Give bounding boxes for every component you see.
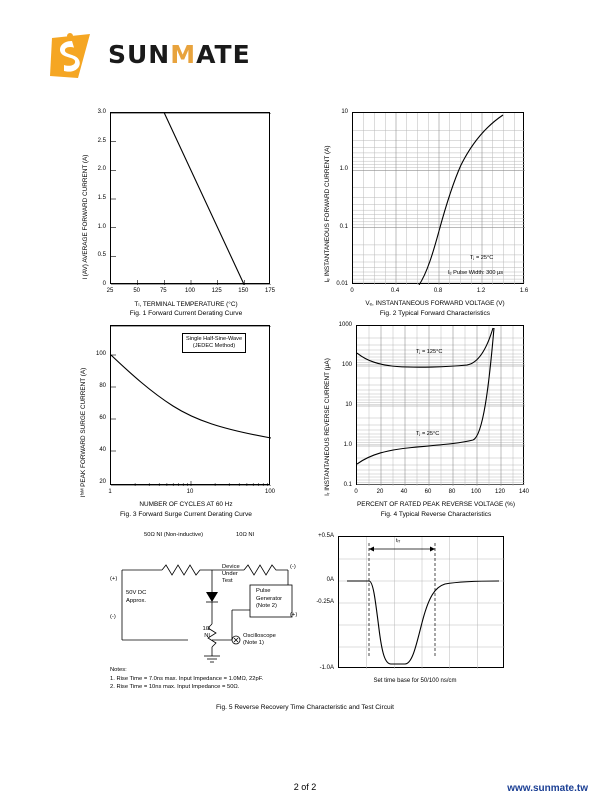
fig4-annotation-25c: Tⱼ = 25°C	[416, 431, 440, 437]
oscilloscope-label	[243, 633, 276, 647]
fig1-ytick-6: 0	[102, 281, 106, 287]
brand-sun: SUN	[108, 40, 171, 69]
fig4-y-axis-label: Iᵣ INSTANTANEOUS REVERSE CURRENT (µA)	[324, 358, 331, 496]
fig3-xtick-0: 1	[108, 489, 112, 495]
scope-line1: Oscilloscope	[243, 633, 276, 639]
fig3-xtick-1: 10	[186, 489, 194, 495]
terminal-minus: (-)	[110, 614, 116, 620]
r1-line2: NI	[204, 632, 210, 639]
fig2-ytick-2: 0.1	[339, 223, 348, 230]
fig4-ytick-0: 1000	[338, 322, 352, 328]
fig3-ytick-4: 20	[99, 479, 106, 485]
fig1-ytick-5: 0.5	[97, 252, 106, 259]
fig3-annotation-line2: (JEDEC Method)	[192, 342, 236, 349]
fig2-ytick-3: 0.01	[336, 281, 348, 287]
note-2: 2. Rise Time = 10ns max. Input Impedance = 50Ω.	[110, 684, 240, 691]
fig3-ytick-3: 40	[99, 447, 106, 453]
fig4-ytick-1: 100	[341, 362, 352, 368]
figure-5-waveform	[300, 533, 530, 696]
fig4-xtick-6: 120	[494, 489, 506, 495]
terminal-minus-out: (-)	[290, 564, 296, 570]
fig5-caption: Fig. 5 Reverse Recovery Time Characteristic and Test Circuit	[216, 704, 394, 711]
fig3-x-axis-label: NUMBER OF CYCLES AT 60 Hz	[139, 501, 233, 508]
resistor-right-label: 10Ω NI	[236, 532, 255, 538]
brand-ate: ATE	[196, 40, 251, 69]
brand-m: M	[170, 40, 197, 69]
fig1-xtick-4: 125	[211, 288, 222, 294]
figure-2	[324, 109, 540, 322]
fig1-xtick-6: 175	[264, 288, 276, 294]
fig4-caption: Fig. 4 Typical Reverse Characteristics	[380, 511, 492, 518]
fig2-xtick-0: 0	[350, 288, 354, 294]
fig1-xtick-2: 75	[159, 288, 167, 294]
fig1-xtick-0: 25	[106, 288, 114, 294]
fig2-xtick-2: 0.8	[433, 288, 443, 294]
fig2-xtick-3: 1.2	[476, 288, 486, 294]
pulse-line2: Generator	[256, 595, 283, 602]
fig3-caption: Fig. 3 Forward Surge Current Derating Curve	[120, 511, 252, 518]
figure-4	[324, 322, 542, 525]
fig2-ytick-0: 10	[341, 109, 348, 115]
fig2-y-axis-label: Iₑ INSTANTANEOUS FORWARD CURRENT (A)	[324, 145, 331, 283]
sunmate-logo-icon	[48, 32, 94, 82]
fig2-annotation-pulse: Iₑ Pulse Width: 300 µs	[448, 270, 504, 276]
fig1-xtick-3: 100	[184, 288, 196, 294]
dut-line2: Under	[222, 571, 238, 578]
fig5-timebase-note: Set time base for 50/100 ns/cm	[373, 678, 457, 684]
pulse-line3: (Note 2)	[256, 603, 277, 610]
fig1-caption: Fig. 1 Forward Current Derating Curve	[129, 310, 243, 317]
fig4-ytick-2: 10	[345, 402, 352, 408]
terminal-plus-out: (+)	[290, 612, 298, 618]
fig3-annotation-box	[182, 333, 246, 353]
notes-title: Notes:	[110, 667, 127, 673]
note-1: 1. Rise Time = 7.0ns max. Input Impedance = 1.0MΩ, 22pF.	[110, 675, 264, 682]
dut-label	[222, 564, 240, 586]
pulse-generator-label	[256, 588, 282, 611]
fig2-ytick-1: 1.0	[339, 166, 348, 173]
fig2-plot	[352, 112, 524, 284]
fig4-xtick-3: 60	[424, 489, 432, 495]
fig4-xtick-2: 40	[400, 489, 408, 495]
fig4-xtick-5: 100	[470, 489, 482, 495]
fig3-ytick-1: 80	[99, 383, 106, 389]
fig3-annotation-line1: Single Half-Sine-Wave	[186, 336, 243, 342]
fig5-ytick-3: -1.0A	[319, 665, 334, 671]
company-logo	[48, 32, 298, 84]
dut-line3: Test	[222, 578, 233, 585]
supply-line2: Approx.	[126, 597, 146, 604]
footer-website: www.sunmate.tw	[507, 783, 588, 794]
fig2-xtick-1: 0.4	[390, 288, 400, 294]
fig1-ytick-1: 2.5	[97, 137, 106, 144]
fig1-ytick-0: 3.0	[97, 109, 106, 115]
fig1-xtick-1: 50	[133, 288, 141, 294]
fig5-plot	[338, 536, 504, 668]
fig4-annotation-125c: Tⱼ = 125°C	[416, 349, 443, 355]
fig4-xtick-1: 20	[376, 489, 384, 495]
fig1-y-axis-label: I (AV) AVERAGE FORWARD CURRENT (A)	[82, 154, 89, 280]
fig5-ytick-1: 0A	[326, 577, 334, 583]
fig3-xtick-2: 100	[264, 489, 276, 495]
fig3-ytick-2: 60	[99, 415, 106, 421]
pulse-line1: Pulse	[256, 588, 271, 594]
brand-wordmark	[108, 40, 251, 69]
figure-1	[82, 109, 286, 322]
dut-line1: Device	[222, 564, 240, 570]
fig3-y-axis-label: Iᶠˢᴹ PEAK FORWARD SURGE CURRENT (A)	[80, 367, 87, 498]
fig3-ytick-0: 100	[95, 351, 106, 357]
fig1-ytick-2: 2.0	[97, 166, 106, 173]
fig2-caption: Fig. 2 Typical Forward Characteristics	[379, 310, 491, 317]
fig2-annotation-tj: Tⱼ = 25°C	[470, 255, 494, 261]
supply-line1: 50V DC	[126, 590, 147, 596]
fig4-xtick-0: 0	[354, 489, 358, 495]
fig1-xtick-5: 150	[238, 288, 249, 294]
r1-line1: 1Ω	[202, 626, 210, 632]
fig1-x-axis-label: Tₗ, TERMINAL TEMPERATURE (°C)	[134, 301, 238, 308]
fig5-ytick-0: +0.5A	[318, 533, 334, 539]
fig4-ytick-4: 0.1	[343, 482, 352, 488]
fig1-ytick-4: 1.0	[97, 223, 106, 230]
fig4-ytick-3: 1.0	[343, 442, 352, 448]
fig4-xtick-4: 80	[448, 489, 456, 495]
fig2-xtick-4: 1.6	[519, 288, 529, 294]
figure-3	[80, 325, 286, 525]
supply-label	[126, 590, 146, 605]
terminal-plus: (+)	[110, 576, 118, 582]
fig4-xtick-7: 140	[518, 489, 530, 495]
fig1-ytick-3: 1.5	[97, 195, 106, 201]
fig5-trr-label: tᵣᵣ	[396, 538, 401, 544]
fig2-x-axis-label: Vₑ, INSTANTANEOUS FORWARD VOLTAGE (V)	[365, 300, 505, 307]
page-number: 2 of 2	[293, 782, 317, 792]
resistor-1ohm-label	[198, 626, 210, 640]
fig5-ytick-2: -0.25A	[316, 599, 334, 605]
resistor-left-label: 50Ω NI (Non-inductive)	[144, 532, 204, 538]
scope-line2: (Note 1)	[243, 640, 264, 647]
fig4-x-axis-label: PERCENT OF RATED PEAK REVERSE VOLTAGE (%)	[357, 501, 515, 508]
fig1-plot	[110, 112, 270, 284]
